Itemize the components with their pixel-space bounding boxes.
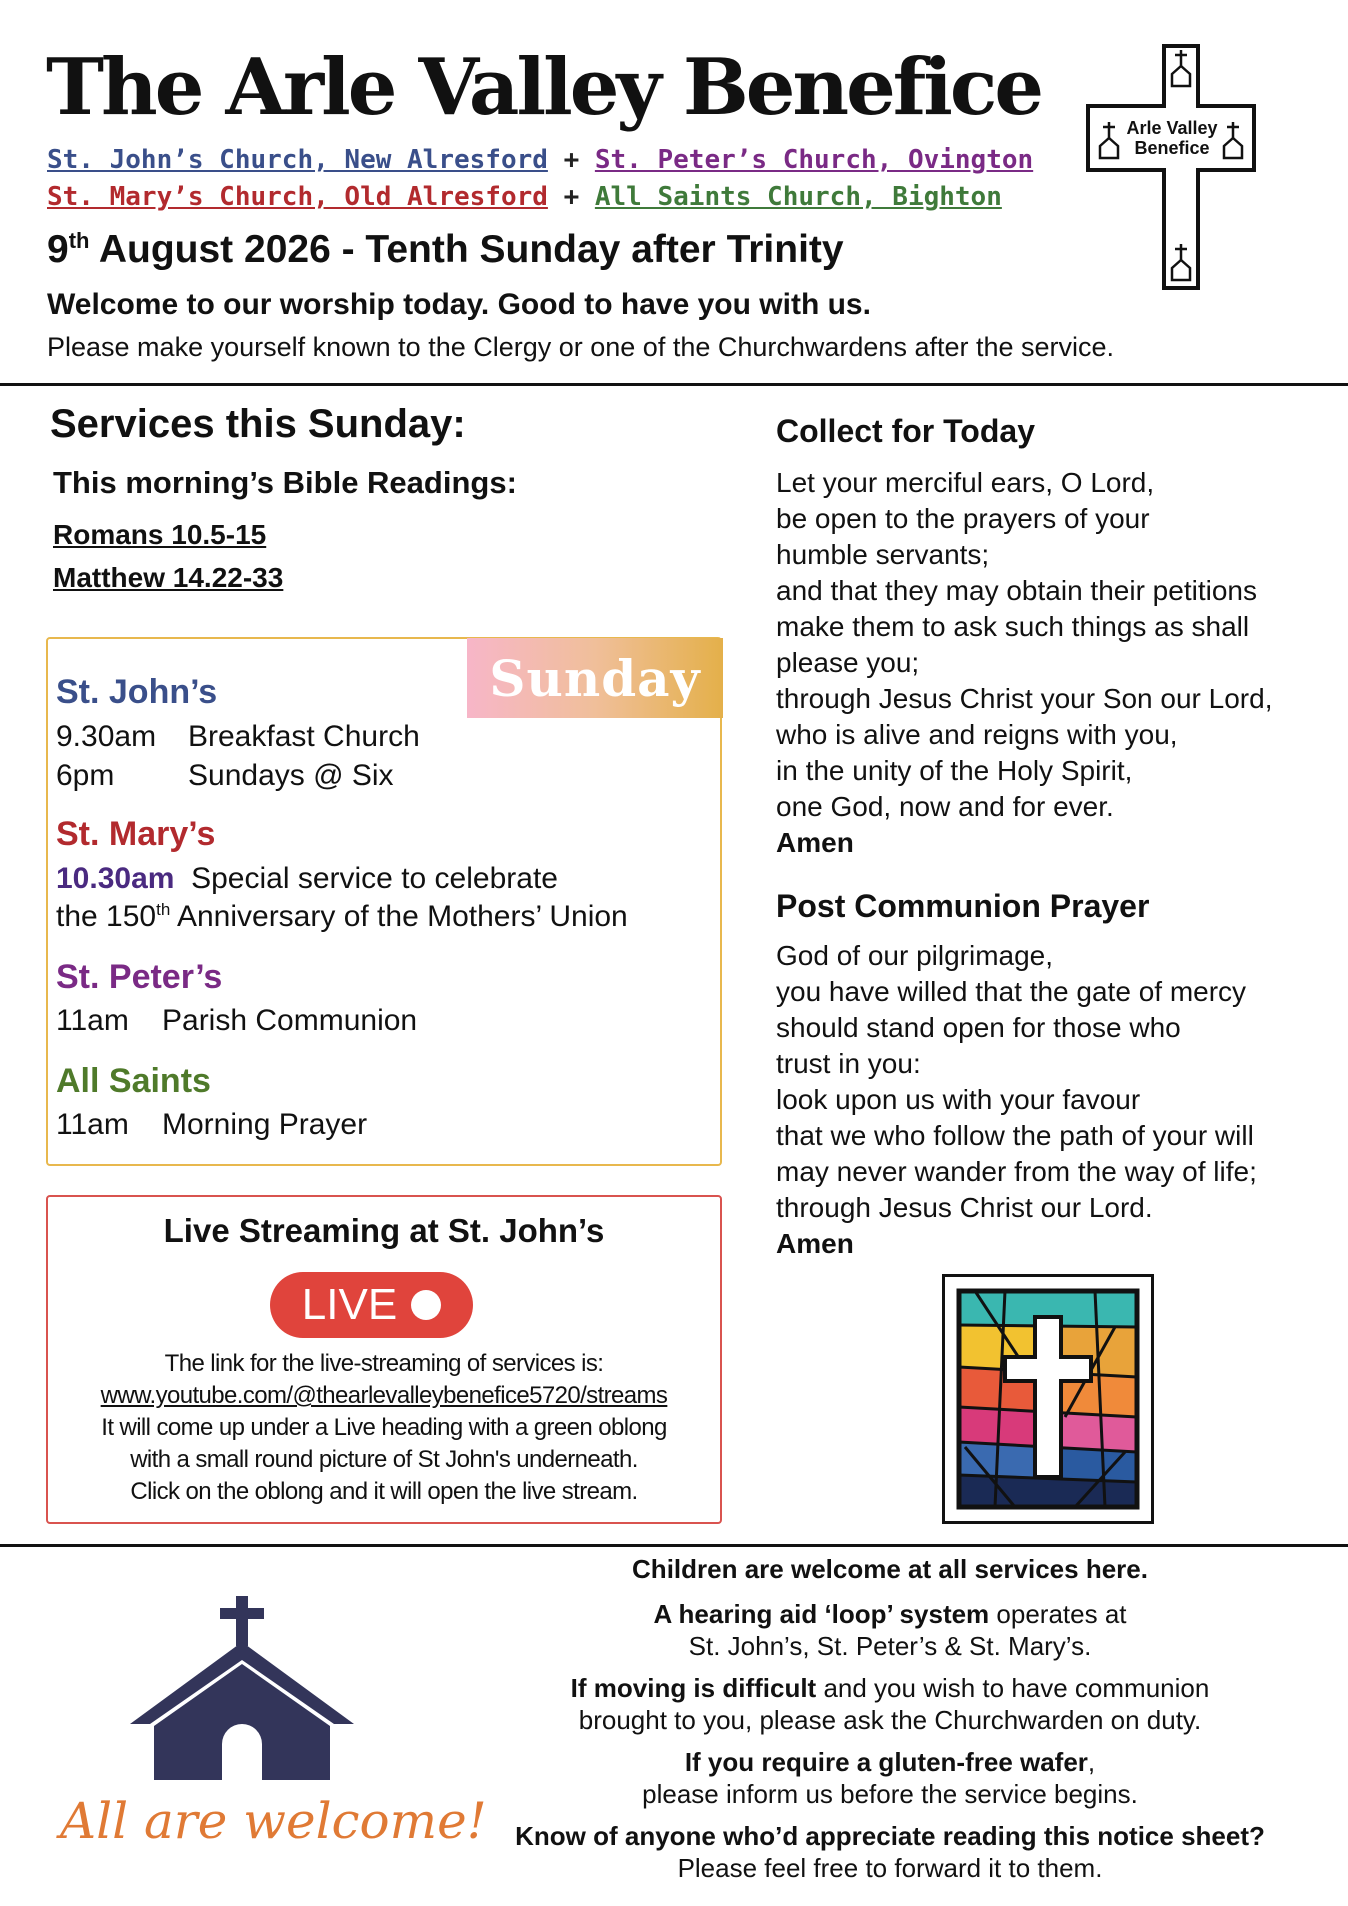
know-anyone-line2: Please feel free to forward it to them. <box>677 1853 1103 1883</box>
live-stream-heading: Live Streaming at St. John’s <box>163 1212 605 1249</box>
live-stream-link[interactable]: www.youtube.com/@thearlevalleybenefice5720/streams <box>100 1382 668 1409</box>
st-mary-service: 10.30am Special service to celebrate <box>56 862 558 895</box>
cross-logo-icon <box>1086 44 1256 290</box>
st-john-service-2: 6pm Sundays @ Six <box>56 759 394 792</box>
post-communion-amen: Amen <box>776 1228 854 1259</box>
church-st-mary-link[interactable]: St. Mary’s Church, Old Alresford <box>47 182 548 212</box>
all-are-welcome-text: All are welcome! <box>60 1792 487 1850</box>
live-text-1: The link for the live-streaming of services is: <box>164 1350 604 1377</box>
children-welcome: Children are welcome at all services here. <box>632 1554 1148 1584</box>
all-saints-heading: All Saints <box>56 1062 211 1100</box>
post-communion-heading: Post Communion Prayer <box>776 888 1150 924</box>
st-john-heading: St. John’s <box>56 673 218 711</box>
hearing-loop-line1: A hearing aid ‘loop’ system operates at <box>653 1599 1127 1629</box>
st-peter-service: 11am Parish Communion <box>56 1004 418 1037</box>
live-button[interactable]: LIVE <box>270 1272 473 1338</box>
moving-line2: brought to you, please ask the Churchwarden on duty. <box>578 1705 1202 1735</box>
all-saints-service: 11am Morning Prayer <box>56 1108 368 1141</box>
record-dot-icon <box>411 1290 441 1320</box>
moving-line1: If moving is difficult and you wish to have communion <box>570 1673 1210 1703</box>
welcome-subtext: Please make yourself known to the Clergy or one of the Churchwardens after the service. <box>47 332 1115 362</box>
collect-text: Let your merciful ears, O Lord, be open to the prayers of your humble servants; and that they may obtain their petitions make them to ask such things as shall please you; through Jesus Christ your Son our Lord, who is alive and reigns with you, in the unity of the Holy Spirit, one God, now and for ever. Amen <box>776 465 1272 861</box>
know-anyone-line1: Know of anyone who’d appreciate reading this notice sheet? <box>515 1821 1265 1851</box>
service-date: 9th August 2026 - Tenth Sunday after Trinity <box>47 228 844 271</box>
page-title: The Arle Valley Benefice <box>46 42 1042 133</box>
church-icon <box>110 1594 390 1784</box>
church-st-peter-link[interactable]: St. Peter’s Church, Ovington <box>594 145 1034 175</box>
post-communion-text: God of our pilgrimage, you have willed that the gate of mercy should stand open for those who trust in you: look upon us with your favour that we who follow the path of your will may never wander from the way of life; through Jesus Christ our Lord. Amen <box>776 938 1257 1262</box>
church-line-1 <box>47 144 1033 176</box>
logo-text: Arle Valley Benefice <box>1126 118 1218 158</box>
st-mary-service-desc: the 150th Anniversary of the Mothers’ Union <box>56 900 628 933</box>
welcome-heading: Welcome to our worship today. Good to have you with us. <box>47 288 871 321</box>
benefice-logo <box>1086 44 1256 290</box>
church-st-john-link[interactable]: St. John’s Church, New Alresford <box>47 145 548 175</box>
stained-glass-cross-icon <box>945 1277 1151 1521</box>
readings-heading: This morning’s Bible Readings: <box>53 465 517 500</box>
st-john-service-1: 9.30am Breakfast Church <box>56 720 420 753</box>
plus-separator: + <box>563 145 580 175</box>
services-heading: Services this Sunday: <box>50 402 466 446</box>
live-text-3: It will come up under a Live heading with a green oblong <box>101 1414 667 1441</box>
st-mary-heading: St. Mary’s <box>56 815 216 853</box>
church-line-2 <box>47 181 1002 213</box>
church-all-saints-link[interactable]: All Saints Church, Bighton <box>594 182 1002 212</box>
reading-2[interactable]: Matthew 14.22-33 <box>53 562 284 593</box>
sunday-badge: Sunday <box>467 638 723 718</box>
live-text-4: with a small round picture of St John's underneath. <box>130 1446 638 1473</box>
collect-heading: Collect for Today <box>776 413 1035 449</box>
reading-1[interactable]: Romans 10.5-15 <box>53 519 267 550</box>
divider-bottom <box>0 1544 1348 1547</box>
gluten-line2: please inform us before the service begins. <box>642 1779 1138 1809</box>
live-text-5: Click on the oblong and it will open the live stream. <box>130 1478 638 1505</box>
st-peter-heading: St. Peter’s <box>56 958 223 996</box>
collect-amen: Amen <box>776 827 854 858</box>
hearing-loop-line2: St. John’s, St. Peter’s & St. Mary’s. <box>688 1631 1092 1661</box>
divider-top <box>0 383 1348 386</box>
gluten-line1: If you require a gluten-free wafer, <box>684 1747 1096 1777</box>
plus-separator: + <box>563 182 580 212</box>
stained-glass-image <box>942 1274 1154 1524</box>
